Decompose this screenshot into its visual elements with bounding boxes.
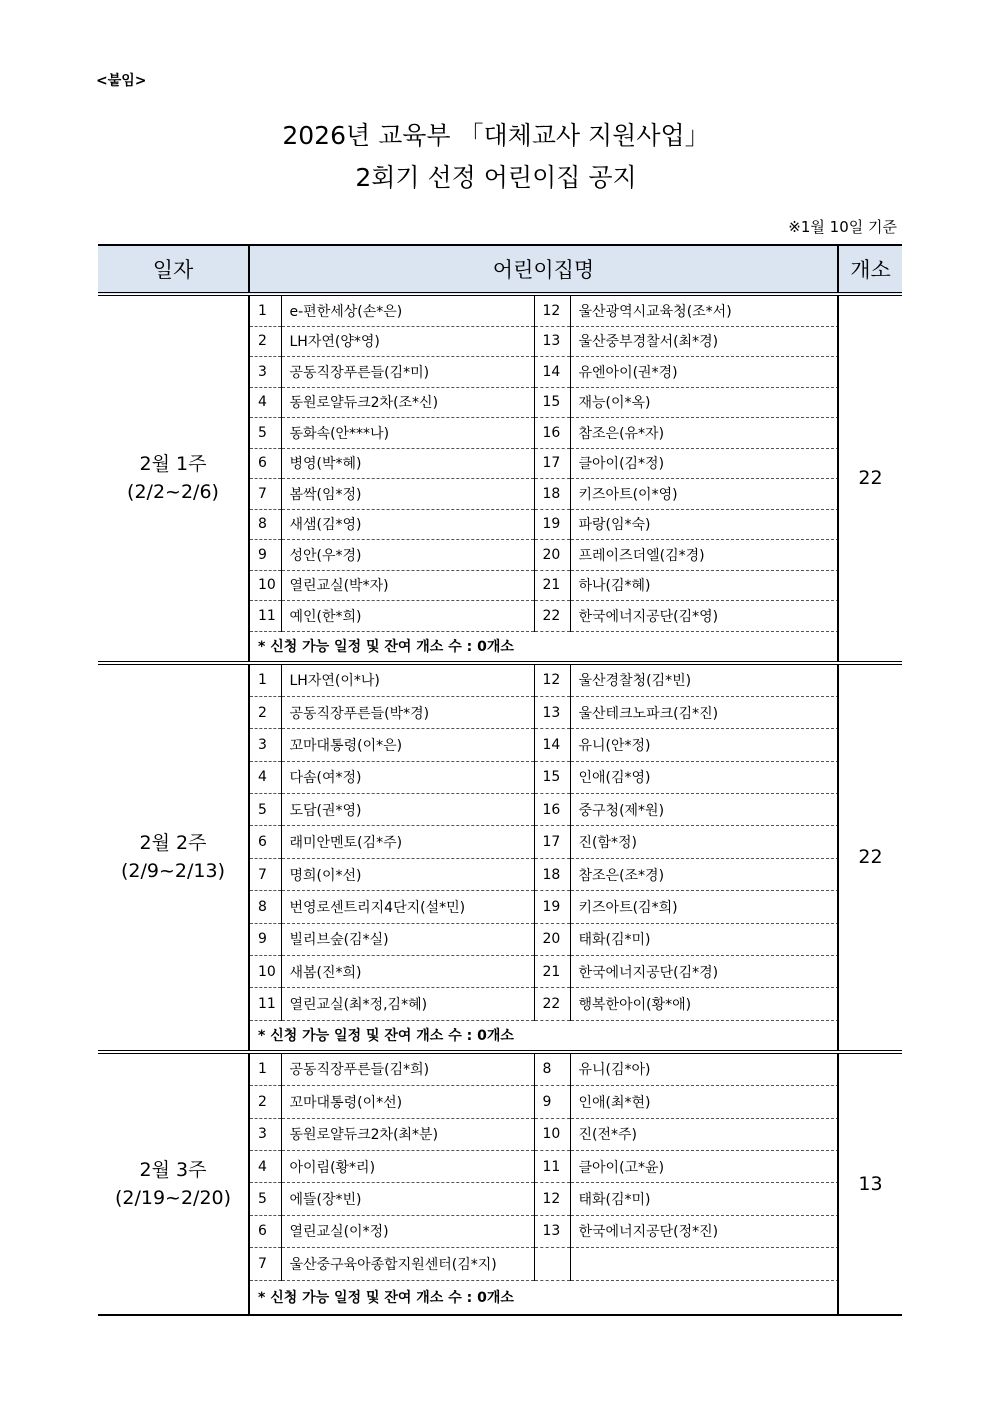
- list-number: 11: [534, 1150, 570, 1182]
- list-row: [250, 357, 839, 388]
- list-number: 16: [534, 418, 570, 449]
- daycare-name: 번영로센트리지4단지(설*민): [281, 891, 534, 923]
- daycare-name: 울산경찰청(김*빈): [570, 665, 839, 697]
- list-number: 17: [534, 448, 570, 479]
- daycare-name: 새샘(김*영): [281, 509, 534, 540]
- daycare-name: 명희(이*선): [281, 858, 534, 890]
- list-number: 16: [534, 794, 570, 826]
- list-number: 12: [534, 1183, 570, 1215]
- list-number: 2: [250, 326, 281, 357]
- list-row: [250, 570, 839, 601]
- daycare-name: 꼬마대통령(이*선): [281, 1086, 534, 1118]
- daycare-name: 유니(안*정): [570, 729, 839, 761]
- daycare-name: 클아이(김*정): [570, 448, 839, 479]
- week-list-cell: [249, 294, 838, 663]
- daycare-name: 울산중구육아종합지원센터(김*지): [281, 1248, 534, 1280]
- list-number: 11: [250, 601, 281, 632]
- list-number: 21: [534, 570, 570, 601]
- availability-note: * 신청 가능 일정 및 잔여 개소 수 : 0개소: [258, 1028, 514, 1045]
- list-row: [250, 923, 839, 955]
- daycare-name: 공동직장푸른들(박*경): [281, 696, 534, 728]
- attachment-label: <붙임>: [96, 73, 147, 89]
- list-row: [250, 509, 839, 540]
- list-row: [250, 1150, 839, 1182]
- week-row: [98, 1052, 902, 1315]
- daycare-name: 예인(한*희): [281, 601, 534, 632]
- list-number: 4: [250, 1150, 281, 1182]
- availability-note: * 신청 가능 일정 및 잔여 개소 수 : 0개소: [258, 639, 514, 655]
- list-number: 3: [250, 1118, 281, 1150]
- daycare-name: 새봄(진*희): [281, 956, 534, 988]
- week-row: [98, 294, 902, 663]
- list-row: [250, 540, 839, 571]
- page-title-line2: 2회기 선정 어린이집 공지: [355, 163, 637, 192]
- daycare-name: 다솜(여*정): [281, 761, 534, 793]
- daycare-name: 하나(김*혜): [570, 570, 839, 601]
- daycare-name: 한국에너지공단(정*진): [570, 1215, 839, 1247]
- daycare-name: LH자연(양*영): [281, 326, 534, 357]
- daycare-name: 봄싹(임*정): [281, 479, 534, 510]
- daycare-name: 진(전*주): [570, 1118, 839, 1150]
- daycare-name: 한국에너지공단(김*경): [570, 956, 839, 988]
- list-number: 18: [534, 858, 570, 890]
- list-number: 19: [534, 891, 570, 923]
- header-name: 어린이집명: [249, 245, 838, 294]
- list-row: [250, 761, 839, 793]
- daycare-name: 울산중부경찰서(최*경): [570, 326, 839, 357]
- week-range: (2/2~2/6): [127, 481, 219, 504]
- list-row: [250, 1215, 839, 1247]
- daycare-name: 울산테크노파크(김*진): [570, 696, 839, 728]
- daycare-name: 도담(권*영): [281, 794, 534, 826]
- list-number: 21: [534, 956, 570, 988]
- list-row: [250, 1054, 839, 1086]
- daycare-name: 유니(김*아): [570, 1054, 839, 1086]
- list-number: 4: [250, 387, 281, 418]
- daycare-name: [570, 1248, 839, 1280]
- list-number: 22: [534, 988, 570, 1020]
- list-number: 12: [534, 296, 570, 326]
- list-number: 10: [534, 1118, 570, 1150]
- list-number: 2: [250, 1086, 281, 1118]
- daycare-list: [250, 1054, 839, 1314]
- list-row: [250, 794, 839, 826]
- week-count: 22: [838, 294, 902, 663]
- list-row: [250, 956, 839, 988]
- list-number: 20: [534, 540, 570, 571]
- list-number: 8: [250, 509, 281, 540]
- list-row: [250, 418, 839, 449]
- daycare-name: 인애(최*현): [570, 1086, 839, 1118]
- availability-note: * 신청 가능 일정 및 잔여 개소 수 : 0개소: [258, 1290, 514, 1307]
- list-number: 19: [534, 509, 570, 540]
- list-number: 9: [250, 540, 281, 571]
- daycare-name: 열린교실(박*자): [281, 570, 534, 601]
- daycare-name: 참조은(조*경): [570, 858, 839, 890]
- list-row: [250, 988, 839, 1020]
- list-number: 10: [250, 956, 281, 988]
- page-title-line1: 2026년 교육부 「대체교사 지원사업」: [282, 121, 710, 150]
- daycare-name: 동화속(안***나): [281, 418, 534, 449]
- list-number: 7: [250, 858, 281, 890]
- selection-table: [98, 244, 902, 1316]
- daycare-name: 태화(김*미): [570, 923, 839, 955]
- week-row: [98, 663, 902, 1052]
- week-label: 2월 1주: [139, 453, 207, 476]
- list-number: 15: [534, 761, 570, 793]
- list-number: 17: [534, 826, 570, 858]
- daycare-name: 꼬마대통령(이*은): [281, 729, 534, 761]
- header-count: 개소: [838, 245, 902, 294]
- list-number: 15: [534, 387, 570, 418]
- daycare-name: 동원로얄듀크2차(조*신): [281, 387, 534, 418]
- week-count: 13: [838, 1052, 902, 1315]
- list-number: 1: [250, 1054, 281, 1086]
- daycare-name: 빌리브숲(김*실): [281, 923, 534, 955]
- list-number: 20: [534, 923, 570, 955]
- list-number: 4: [250, 761, 281, 793]
- list-row: [250, 1118, 839, 1150]
- daycare-name: 공동직장푸른들(김*희): [281, 1054, 534, 1086]
- list-number: 14: [534, 357, 570, 388]
- week-date-cell: [98, 663, 249, 1052]
- daycare-name: 파랑(임*숙): [570, 509, 839, 540]
- week-list-cell: [249, 1052, 838, 1315]
- list-number: 13: [534, 696, 570, 728]
- week-range: (2/19~2/20): [114, 1186, 232, 1209]
- week-label: 2월 3주: [139, 1158, 207, 1181]
- list-row: [250, 729, 839, 761]
- daycare-name: 에뜰(장*빈): [281, 1183, 534, 1215]
- list-number: 7: [250, 1248, 281, 1280]
- daycare-name: 진(함*정): [570, 826, 839, 858]
- daycare-name: 재능(이*옥): [570, 387, 839, 418]
- daycare-list: [250, 296, 839, 661]
- list-number: 5: [250, 1183, 281, 1215]
- list-number: 22: [534, 601, 570, 632]
- list-row: [250, 601, 839, 632]
- daycare-name: 열린교실(최*정,김*혜): [281, 988, 534, 1020]
- date-note: ※1월 10일 기준: [788, 218, 897, 236]
- week-date-cell: [98, 294, 249, 663]
- list-row: [250, 387, 839, 418]
- list-number: 8: [250, 891, 281, 923]
- list-number: 14: [534, 729, 570, 761]
- daycare-name: 유엔아이(권*경): [570, 357, 839, 388]
- daycare-name: 인애(김*영): [570, 761, 839, 793]
- week-range: (2/9~2/13): [121, 860, 225, 883]
- list-row: [250, 696, 839, 728]
- list-number: 9: [250, 923, 281, 955]
- daycare-name: 래미안멘토(김*주): [281, 826, 534, 858]
- list-row: [250, 826, 839, 858]
- list-row: [250, 296, 839, 326]
- list-number: 7: [250, 479, 281, 510]
- list-number: 18: [534, 479, 570, 510]
- week-count: 22: [838, 663, 902, 1052]
- list-row: [250, 891, 839, 923]
- daycare-name: 클아이(고*윤): [570, 1150, 839, 1182]
- daycare-name: 성안(우*경): [281, 540, 534, 571]
- list-number: 11: [250, 988, 281, 1020]
- week-date-cell: [98, 1052, 249, 1315]
- list-number: 13: [534, 1215, 570, 1247]
- list-number: 6: [250, 1215, 281, 1247]
- list-row: [250, 1248, 839, 1280]
- list-row: [250, 665, 839, 697]
- daycare-name: LH자연(이*나): [281, 665, 534, 697]
- list-number: 10: [250, 570, 281, 601]
- list-number: 3: [250, 729, 281, 761]
- list-row: [250, 326, 839, 357]
- week-list-cell: [249, 663, 838, 1052]
- daycare-list: [250, 665, 839, 1050]
- list-row: [250, 1086, 839, 1118]
- list-number: 8: [534, 1054, 570, 1086]
- daycare-name: 아이림(황*리): [281, 1150, 534, 1182]
- list-row: [250, 479, 839, 510]
- daycare-name: 태화(김*미): [570, 1183, 839, 1215]
- daycare-name: 키즈아트(이*영): [570, 479, 839, 510]
- list-row: [250, 448, 839, 479]
- list-number: 1: [250, 665, 281, 697]
- daycare-name: 울산광역시교육청(조*서): [570, 296, 839, 326]
- list-number: 6: [250, 448, 281, 479]
- daycare-name: 행복한아이(황*애): [570, 988, 839, 1020]
- daycare-name: 프레이즈더엘(김*경): [570, 540, 839, 571]
- list-row: [250, 858, 839, 890]
- list-number: 5: [250, 794, 281, 826]
- daycare-name: 열린교실(이*정): [281, 1215, 534, 1247]
- week-label: 2월 2주: [139, 832, 207, 855]
- daycare-name: 병영(박*혜): [281, 448, 534, 479]
- daycare-name: 동원로얄듀크2차(최*분): [281, 1118, 534, 1150]
- daycare-name: 중구청(제*원): [570, 794, 839, 826]
- list-number: 13: [534, 326, 570, 357]
- daycare-name: e-편한세상(손*은): [281, 296, 534, 326]
- list-number: 9: [534, 1086, 570, 1118]
- daycare-name: 공동직장푸른들(김*미): [281, 357, 534, 388]
- daycare-name: 키즈아트(김*희): [570, 891, 839, 923]
- list-number: 3: [250, 357, 281, 388]
- header-date: 일자: [98, 245, 249, 294]
- list-row: [250, 1183, 839, 1215]
- daycare-name: 한국에너지공단(김*영): [570, 601, 839, 632]
- list-number: 5: [250, 418, 281, 449]
- list-number: 1: [250, 296, 281, 326]
- list-number: 12: [534, 665, 570, 697]
- list-number: [534, 1248, 570, 1280]
- list-number: 6: [250, 826, 281, 858]
- list-number: 2: [250, 696, 281, 728]
- daycare-name: 참조은(유*자): [570, 418, 839, 449]
